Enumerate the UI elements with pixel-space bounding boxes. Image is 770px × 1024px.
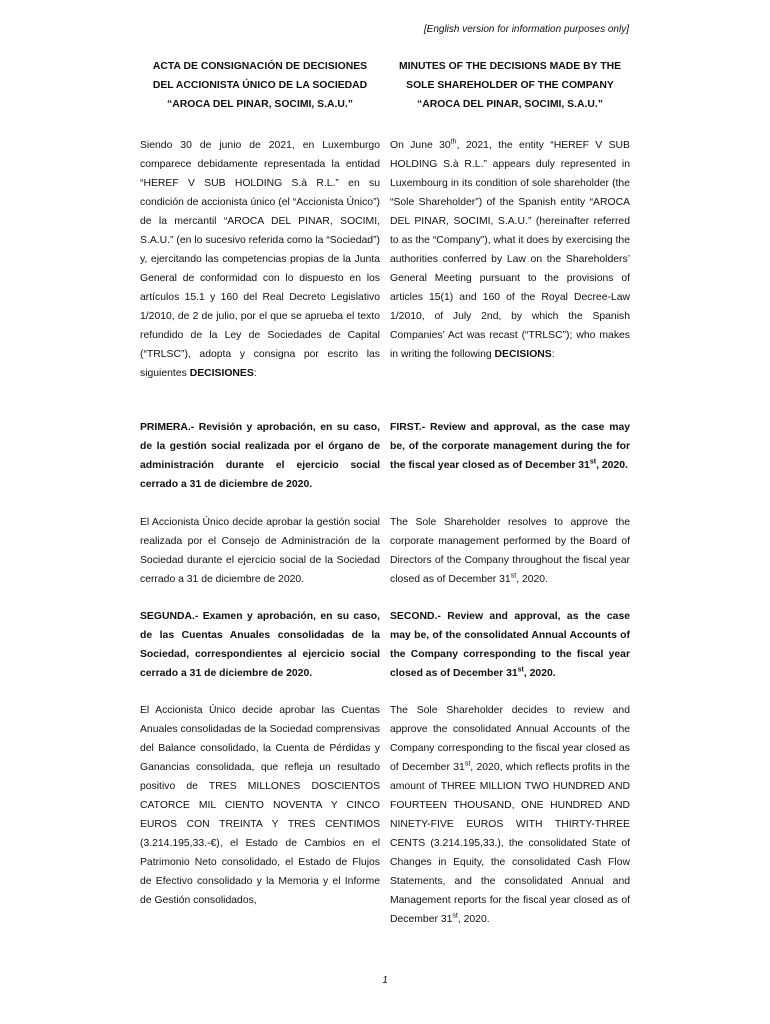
title-es-line-3: “AROCA DEL PINAR, SOCIMI, S.A.U.” (167, 99, 353, 110)
title-english (390, 57, 630, 114)
intro-english (390, 136, 630, 364)
first-en-text-sup: st (510, 572, 517, 580)
second-en-text-a: The Sole Shareholder decides to review and approve the consolidated Annual Accounts of the Company corresponding to the fiscal year closed as of December 31 (390, 705, 630, 773)
intro-es-end: : (253, 368, 257, 379)
page-number: 1 (382, 975, 388, 986)
title-en-line-2: SOLE SHAREHOLDER OF THE COMPANY (406, 80, 614, 91)
title-spanish (140, 57, 380, 114)
intro-en-bold: DECISIONS (494, 349, 552, 360)
second-en-text-sup-1: st (464, 760, 471, 768)
first-es-text: El Accionista Único decide aprobar la gestión social realizada por el Consejo de Administración de la Sociedad durante el ejercicio social de la Sociedad cerrado a 31 de diciembre de 2020. (140, 517, 380, 585)
title-es-line-2: DEL ACCIONISTA ÚNICO DE LA SOCIEDAD (152, 80, 368, 91)
first-es-heading: PRIMERA.- Revisión y aprobación, en su caso, de la gestión social realizada por el órgano de administración durante el ejercicio social cerrado a 31 de diciembre de 2020. (140, 422, 380, 490)
second-heading-spanish (140, 607, 380, 683)
first-text-english (390, 513, 630, 589)
second-es-heading: SEGUNDA.- Examen y aprobación, en su caso, de las Cuentas Anuales consolidadas de la Sociedad, correspondientes al ejercicio social cerrado a 31 de diciembre de 2020. (140, 611, 380, 679)
first-text-spanish (140, 513, 380, 589)
first-en-text-a: The Sole Shareholder resolves to approve the corporate management performed by the Board of Directors of the Company throughout the fiscal year closed as of December 31 (390, 517, 630, 585)
title-en-line-1: MINUTES OF THE DECISIONS MADE BY THE (398, 61, 622, 72)
second-en-heading-a: SECOND.- Review and approval, as the case may be, of the consolidated Annual Accounts of the Company corresponding to the fiscal year closed as of December 31 (390, 611, 630, 679)
title-es-line-1: ACTA DE CONSIGNACIÓN DE DECISIONES (152, 61, 368, 72)
intro-es-text: Siendo 30 de junio de 2021, en Luxemburgo comparece debidamente representada la entidad “HEREF V SUB HOLDING S.à R.L.” en su condición de accionista único (el “Accionista Único”) de la mercantil “AROCA DEL PINAR, SOCIMI, S.A.U.” (en lo sucesivo referida como la “Sociedad”) y, ejercitando las competencias propias de la Junta General de conformidad con lo dispuesto en los artículos 15.1 y 160 del Real Decreto Legislativo 1/2010, de 2 de julio, por el que se aprueba el texto refundido de la Ley de Sociedades de Capital (“TRLSC”), adopta y consigna por escrito las siguientes (140, 140, 380, 379)
first-en-heading-b: , 2020. (596, 460, 628, 471)
second-text-spanish (140, 701, 380, 910)
second-es-text: El Accionista Único decide aprobar las Cuentas Anuales consolidadas de la Sociedad comprensivas del Balance consolidado, la Cuenta de Pérdidas y Ganancias consolidada, que refleja un resultado positivo de TRES MILLONES DOSCIENTOS CATORCE MIL CIENTO NOVENTA Y CINCO EUROS CON TREINTA Y TRES CENTIMOS (3.214.195,33.-€), el Estado de Cambios en el Patrimonio Neto consolidado, el Estado de Flujos de Efectivo consolidado y la Memoria y el Informe de Gestión consolidados, (140, 705, 380, 906)
second-heading-english (390, 607, 630, 683)
second-en-text-sup-2: st (452, 912, 458, 920)
first-heading-english (390, 418, 630, 475)
intro-en-text-a: On June 30 (390, 140, 451, 151)
first-en-heading-a: FIRST.- Review and approval, as the case may be, of the corporate management during the for the fiscal year closed as of December 31 (390, 422, 630, 471)
intro-en-sup: th (450, 138, 457, 146)
second-en-heading-sup: st (517, 666, 524, 674)
second-text-english (390, 701, 630, 929)
first-heading-spanish (140, 418, 380, 494)
second-en-text-b: , 2020, which reflects profits in the amount of THREE MILLION TWO HUNDRED AND FOURTEEN THOUSAND, ONE HUNDRED AND NINETY-FIVE EUROS WITH THIRTY-THREE CENTS (3.214.195,33.), the consolidated State of Changes in Equity, the consolidated Cash Flow Statements, and the consolidated Annual and Management reports for the fiscal year closed as of December 31 (390, 762, 630, 925)
intro-en-text-b: , 2021, the entity “HEREF V SUB HOLDING S.à R.L.” appears duly represented in Luxembourg in its condition of sole shareholder (the “Sole Shareholder”) of the Spanish entity “AROCA DEL PINAR, SOCIMI, S.A.U.” (hereinafter referred to as the “Company”), what it does by exercising the authorities conferred by Law on the Shareholders’ General Meeting pursuant to the provisions of articles 15(1) and 160 of the Royal Decree-Law 1/2010, of July 2nd, by which the Spanish Companies’ Act was recast (“TRLSC”); who makes in writing the following (390, 140, 630, 360)
first-en-text-b: , 2020. (516, 574, 548, 585)
second-en-heading-b: , 2020. (523, 668, 556, 679)
intro-spanish (140, 136, 380, 383)
second-en-text-c: , 2020. (457, 914, 490, 925)
title-en-line-3: “AROCA DEL PINAR, SOCIMI, S.A.U.” (417, 99, 603, 110)
intro-es-bold: DECISIONES (189, 368, 254, 379)
first-en-heading-sup: st (589, 458, 597, 466)
header-note: [English version for information purposes only] (423, 24, 629, 35)
intro-en-end: : (551, 349, 555, 360)
